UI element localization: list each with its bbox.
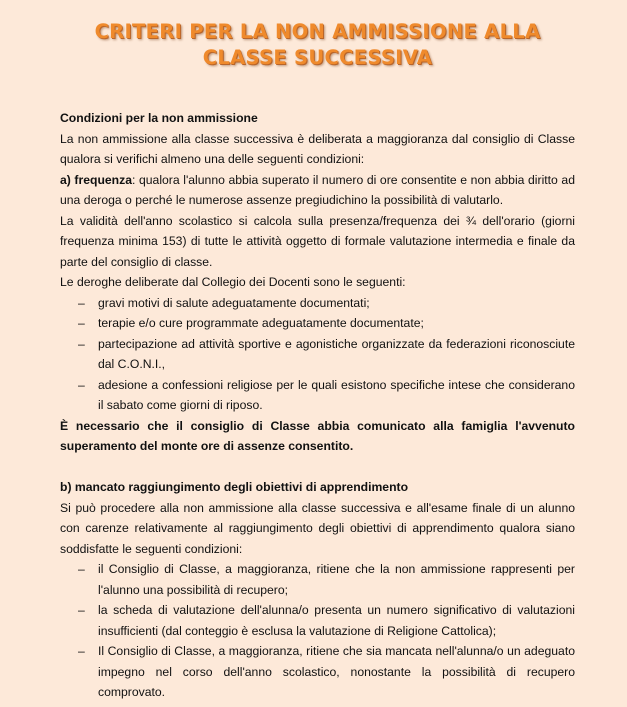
list-item: – partecipazione ad attività sportive e agonistiche organizzate da federazioni riconosciute dal C.O.N.I., xyxy=(60,334,575,375)
title-line-1: CRITERI PER LA NON AMMISSIONE ALLA xyxy=(94,20,541,43)
list-item: – il Consiglio di Classe, a maggioranza, ritiene che la non ammissione rappresenti per l'alunno una possibilità di recupero; xyxy=(60,559,575,600)
section1-intro: La non ammissione alla classe successiva è deliberata a maggioranza dal consiglio di Classe qualora si verifichi almeno una delle seguenti condizioni: xyxy=(60,131,575,166)
list-item: – gravi motivi di salute adeguatamente documentati; xyxy=(60,293,575,314)
validity-paragraph: La validità dell'anno scolastico si calcola sulla presenza/frequenza dei ¾ dell'orario (giorni frequenza minima 153) di tutte le attività oggetto di formale valutazione intermedia e finale da parte del consiglio di classe. xyxy=(60,213,575,269)
list-item: – la scheda di valutazione dell'alunna/o presenta un numero significativo di valutazioni insufficienti (dal conteggio è esclusa la valutazione di Religione Cattolica); xyxy=(60,600,575,641)
section1-heading: Condizioni per la non ammissione xyxy=(60,111,258,125)
list-item: – terapie e/o cure programmate adeguatamente documentate; xyxy=(60,313,575,334)
item-a-paragraph xyxy=(60,170,575,211)
list-item: – Il Consiglio di Classe, a maggioranza, ritiene che sia mancata nell'alunna/o un adeguato impegno nel corso dell'anno scolastico, nonostante la possibilità di recupero comprovato. xyxy=(60,641,575,703)
section2-intro: Si può procedere alla non ammissione alla classe successiva e all'esame finale di un alunno con carenze relativamente al raggiungimento degli obiettivi di apprendimento qualora siano soddisfatte le seguenti condizioni: xyxy=(60,500,575,556)
document-body xyxy=(60,108,575,703)
attendance-note: È necessario che il consiglio di Classe abbia comunicato alla famiglia l'avvenuto superamento del monte ore di assenze consentito. xyxy=(60,418,575,453)
section2-heading: b) mancato raggiungimento degli obiettivi di apprendimento xyxy=(60,480,409,494)
conditions-list xyxy=(60,559,575,703)
item-a-text: : qualora l'alunno abbia superato il numero di ore consentite e non abbia diritto ad una deroga o perché le numerose assenze pregiudichino la possibilità di valutarlo. xyxy=(60,172,575,207)
item-a-label: a) frequenza xyxy=(60,172,132,187)
deroghe-intro: Le deroghe deliberate dal Collegio dei Docenti sono le seguenti: xyxy=(60,275,406,289)
deroghe-list xyxy=(60,293,575,416)
list-item: – adesione a confessioni religiose per le quali esistono specifiche intese che considerano il sabato come giorni di riposo. xyxy=(60,375,575,416)
title-line-2: CLASSE SUCCESSIVA xyxy=(202,46,433,69)
section-spacer xyxy=(60,457,575,478)
page-title xyxy=(60,0,575,71)
